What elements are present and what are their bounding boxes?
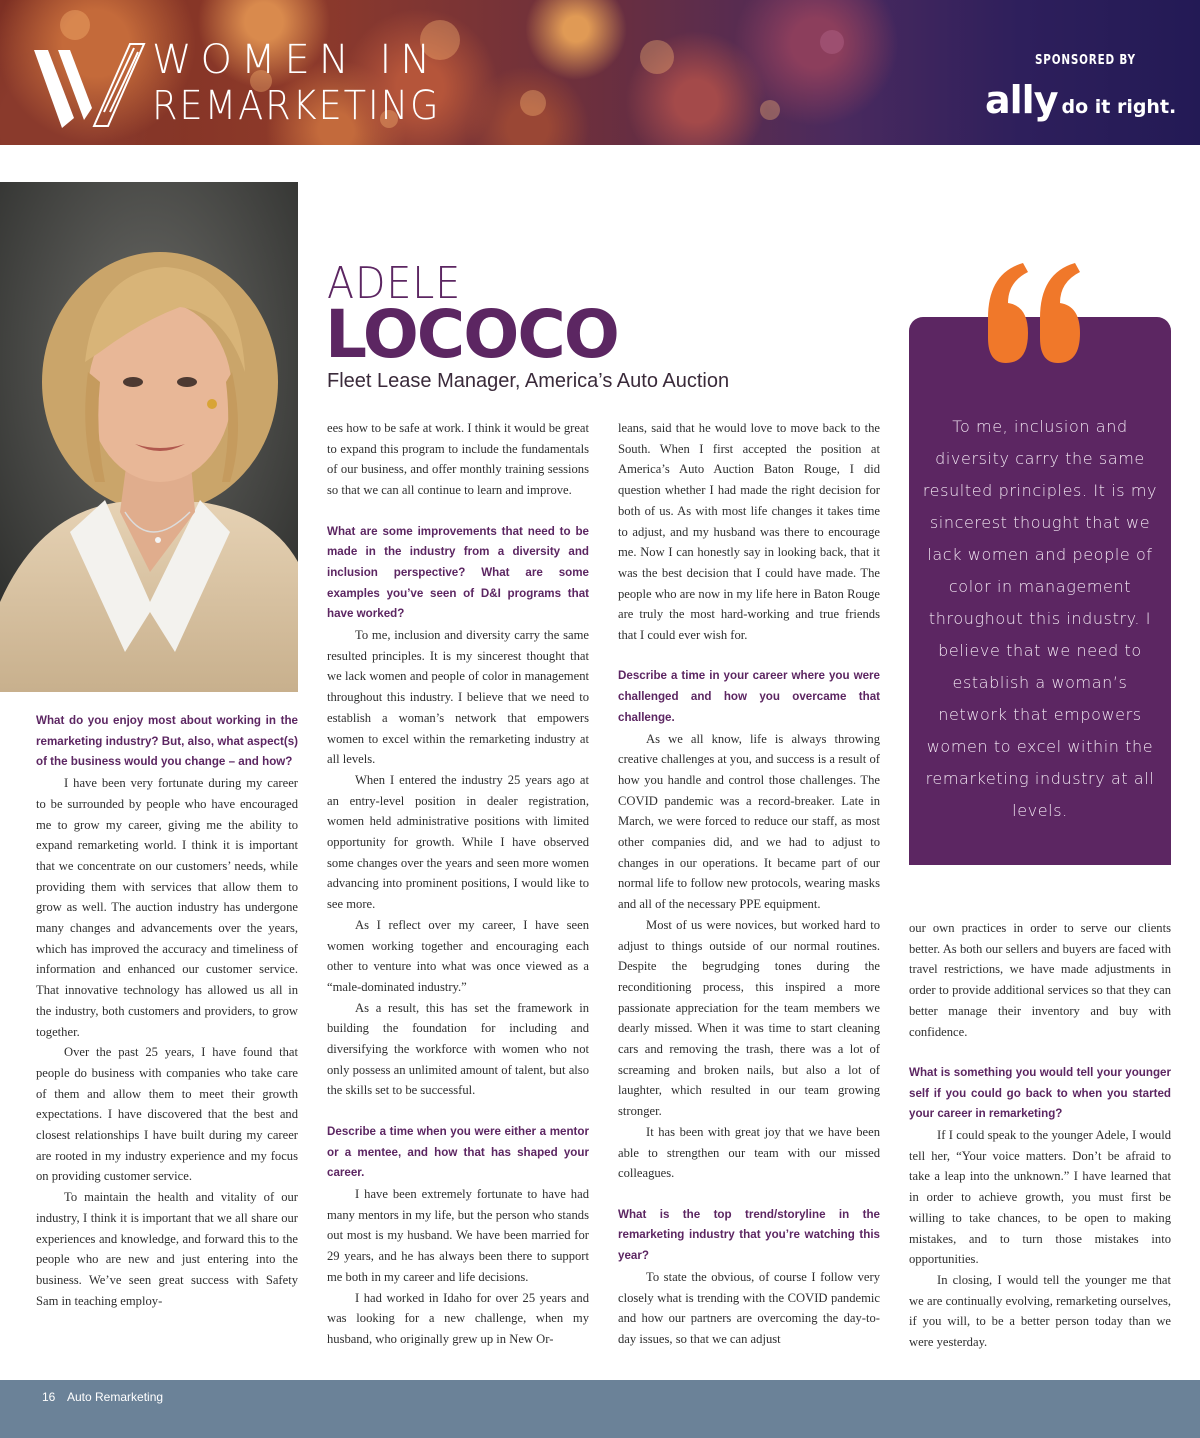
question-heading: What is the top trend/storyline in the remarketing industry that you’re watching this year? <box>618 1207 880 1263</box>
sponsor-name: ally <box>985 78 1058 122</box>
question-heading: What are some improvements that need to be made in the industry from a diversity and inclusion perspective? What are some examples you’ve seen of D&I programs that have worked? <box>327 524 589 621</box>
body-paragraph: To me, inclusion and diversity carry the same resulted principles. It is my sincerest thought that we lack women and people of color in management throughout this industry. I believe that we need to establish a woman’s network that empowers women to excel within the remarketing industry at all levels. <box>327 628 589 767</box>
portrait-photo <box>0 182 298 692</box>
body-paragraph: Most of us were novices, but worked hard to adjust to things outside of our normal routines. Despite the begrudging tones during the reconditioning process, this inspired a more passionate appreciation for the team members we dearly missed. When it was time to start cleaning cars and removing the trash, there was a lot of screaming and broken nails, but also a lot of laughter, which resulted in our team growing stronger. <box>618 917 880 1119</box>
body-paragraph: ees how to be safe at work. I think it would be great to expand this program to include the fundamentals of our business, and offer monthly training sessions so that we can all continue to learn and improve. <box>327 421 589 498</box>
question-heading: Describe a time when you were either a mentor or a mentee, and how that has shaped your career. <box>327 1124 589 1180</box>
question-heading: What do you enjoy most about working in the remarketing industry? But, also, what aspect(s) of the business would you change – and how? <box>36 714 298 769</box>
publication-name: Auto Remarketing <box>67 1390 164 1404</box>
body-paragraph: I have been extremely fortunate to have had many mentors in my life, but the person who stands out most is my husband. We have been married for 29 years, and he has always been there to support me both in my career and life decisions. <box>327 1186 589 1284</box>
last-name: LOCOCO <box>325 296 618 373</box>
quote-mark-icon <box>978 258 1088 370</box>
sponsor-label: SPONSORED BY <box>1035 53 1136 68</box>
question-heading: Describe a time in your career where you were challenged and how you overcame that challenge. <box>618 669 880 724</box>
body-paragraph: When I entered the industry 25 years ago at an entry-level position in dealer registration, women held administrative positions with limited opportunity for growth. While I have observed some changes over the years and seen more women advancing into prominent positions, I would like to see more. <box>327 772 589 912</box>
body-paragraph: It has been with great joy that we have been able to strengthen our team with our missed colleagues. <box>618 1124 880 1181</box>
body-paragraph: Over the past 25 years, I have found that people do business with companies who take care of them and allow them to meet their growth expectations. I have discovered that the best and closest relationships I have built during my career are rooted in my industry experience and my focus on providing customer service. <box>36 1045 298 1184</box>
body-paragraph: I have been very fortunate during my career to be surrounded by people who have encouraged me to grow my career, giving me the ability to expand remarketing world. I think it is important that we concentrate on our customers’ needs, while providing them with services that allow them to grow as well. The auction industry has undergone many changes and advancements over the years, which has improved the accuracy and timeliness of information and enhanced our customer service. That innovative technology has allowed us all in the industry, both customers and providers, to grow together. <box>36 776 298 1039</box>
first-name: ADELE <box>327 258 462 309</box>
brand-line1: WOMEN IN <box>152 37 440 83</box>
page-footer <box>0 1380 1200 1438</box>
column-2 <box>327 418 589 1350</box>
sponsor-tagline: do it right. <box>1061 96 1177 118</box>
body-paragraph: To state the obvious, of course I follow very closely what is trending with the COVID pandemic and how our partners are overcoming the day-to-day issues, so that we can adjust <box>618 1269 880 1346</box>
brand-line2: REMARKETING <box>152 83 441 129</box>
column-4 <box>909 918 1171 1353</box>
body-paragraph: As a result, this has set the framework in building the foundation for including and diversifying the workforce with women who not only possess an unlimited amount of talent, but also the skills set to be successful. <box>327 1000 589 1098</box>
body-paragraph: In closing, I would tell the younger me that we are continually evolving, remarketing ourselves, if you will, to be a better person today than we were yesterday. <box>909 1272 1171 1350</box>
question-heading: What is something you would tell your younger self if you could go back to when you started your career in remarketing? <box>909 1065 1171 1121</box>
body-paragraph: If I could speak to the younger Adele, I would tell her, “Your voice matters. Don’t be afraid to take a leap into the unknown.” I have learned that in order to achieve growth, you must first be willing to take chances, to be open to making mistakes, and to turn those mistakes into opportunities. <box>909 1128 1171 1267</box>
pull-quote-text: To me, inclusion and diversity carry the same resulted principles. It is my sincerest thought that we lack women and people of color in management throughout this industry. I believe that we need to establish a woman’s network that empowers women to excel within the remarketing industry at all levels. <box>922 417 1158 820</box>
body-paragraph: leans, said that he would love to move back to the South. When I first accepted the position at America’s Auto Auction Baton Rouge, I did question whether I had made the right decision for both of us. As with most life changes it takes time to adjust, and my husband was there to encourage me. Now I can honestly say in looking back, that it was the best decision that I could have made. The people who are now in my life here in Baton Rouge are truly the most hard-working and true friends that I could ever wish for. <box>618 421 880 643</box>
job-title: Fleet Lease Manager, America’s Auto Auction <box>327 370 730 392</box>
brand-wordmark <box>152 37 465 129</box>
sponsor-logo <box>985 78 1176 122</box>
body-paragraph: I had worked in Idaho for over 25 years and was looking for a new challenge, when my husband, who originally grew up in New Or- <box>327 1290 589 1346</box>
page-number: 16 <box>42 1390 56 1404</box>
body-paragraph: To maintain the health and vitality of our industry, I think it is important that we all share our experiences and knowledge, and forward this to the people who are new and just entering into the business. We’ve seen great success with Safety Sam in teaching employ- <box>36 1190 298 1308</box>
column-1 <box>36 711 298 1311</box>
portrait-illustration <box>0 182 298 692</box>
column-3 <box>618 418 880 1350</box>
header-banner <box>0 0 1200 145</box>
wir-logo-icon <box>34 40 149 130</box>
body-paragraph: our own practices in order to serve our clients better. As both our sellers and buyers are faced with travel restrictions, we have made adjustments in order to provide additional services so that they can better manage their inventory and buy with confidence. <box>909 921 1171 1039</box>
body-paragraph: As I reflect over my career, I have seen women working together and encouraging each other to venture into what was once viewed as a “male-dominated industry.” <box>327 917 589 994</box>
body-paragraph: As we all know, life is always throwing creative challenges at you, and success is a result of how you handle and control those challenges. The COVID pandemic was a record-breaker. Late in March, we were forced to reduce our staff, as most other companies did, and we had to adjust to changes in our operations. It became part of our normal life to follow new protocols, wearing masks and all of the necessary PPE equipment. <box>618 731 880 912</box>
